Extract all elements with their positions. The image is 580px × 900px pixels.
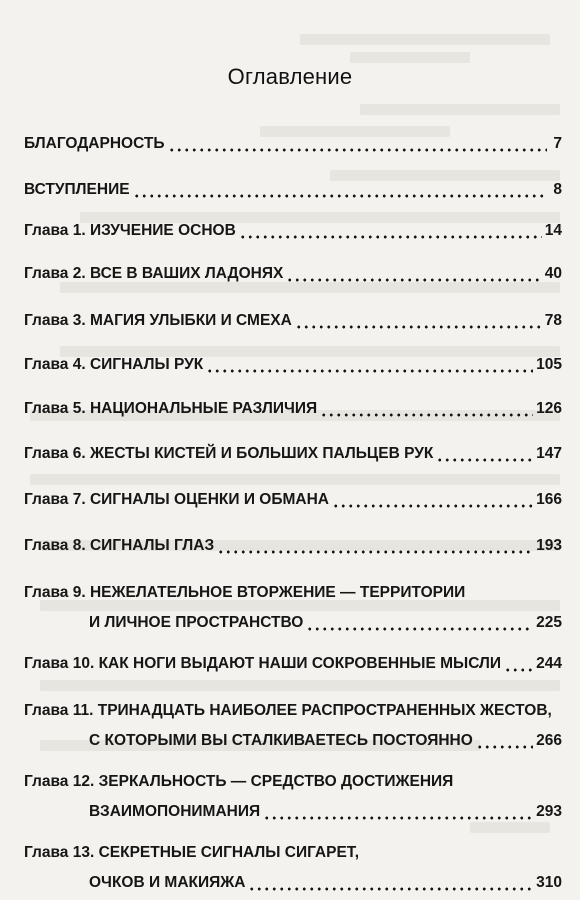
toc-page-number: 126 [536, 400, 562, 417]
dot-leader [504, 668, 533, 672]
dot-leader [168, 148, 548, 152]
toc-entry-title: Глава 11. ТРИНАДЦАТЬ НАИБОЛЕЕ РАСПРОСТРАНЕННЫХ ЖЕСТОВ, [24, 702, 552, 719]
toc-entry-title-continuation: С КОТОРЫМИ ВЫ СТАЛКИВАЕТЕСЬ ПОСТОЯННО [89, 732, 473, 749]
toc-page-number: 266 [536, 732, 562, 749]
toc-page-number: 293 [536, 803, 562, 820]
toc-entry-title: Глава 2. ВСЕ В ВАШИХ ЛАДОНЯХ [24, 265, 284, 282]
toc-entry-title: Глава 8. СИГНАЛЫ ГЛАЗ [24, 537, 215, 554]
toc-page-number: 8 [553, 181, 562, 198]
dot-leader [206, 369, 533, 373]
toc-entry-title: Глава 5. НАЦИОНАЛЬНЫЕ РАЗЛИЧИЯ [24, 400, 318, 417]
toc-entry [24, 773, 562, 825]
toc-page-number: 166 [536, 491, 562, 508]
page-title: Оглавление [227, 64, 353, 89]
toc-entry [24, 844, 562, 896]
toc-entry [24, 702, 562, 754]
toc-page-number: 105 [536, 356, 562, 373]
dot-leader [476, 745, 533, 749]
toc-entry [24, 584, 562, 636]
toc-entry-title: Глава 10. КАК НОГИ ВЫДАЮТ НАШИ СОКРОВЕННЫЕ МЫСЛИ [24, 655, 502, 672]
toc-page-number: 225 [536, 614, 562, 631]
dot-leader [217, 550, 533, 554]
dot-leader [306, 627, 533, 631]
toc-entry [24, 265, 562, 287]
toc-entry-title: Глава 3. МАГИЯ УЛЫБКИ И СМЕХА [24, 312, 292, 329]
toc-entry-title-continuation: ВЗАИМОПОНИМАНИЯ [89, 803, 261, 820]
dot-leader [239, 235, 542, 239]
toc-entry-title: Глава 1. ИЗУЧЕНИЕ ОСНОВ [24, 222, 236, 239]
toc-entry-title: Глава 13. СЕКРЕТНЫЕ СИГНАЛЫ СИГАРЕТ, [24, 844, 360, 861]
dot-leader [320, 413, 533, 417]
toc-entry [24, 655, 562, 677]
dot-leader [436, 458, 533, 462]
dot-leader [295, 325, 542, 329]
dot-leader [133, 194, 547, 198]
toc-page-number: 14 [544, 222, 562, 239]
toc-entry [24, 445, 562, 467]
toc-page-number: 147 [536, 445, 562, 462]
toc-entry [24, 222, 562, 244]
toc-entry [24, 537, 562, 559]
toc-entry [24, 181, 562, 203]
toc-entry-title-continuation: ОЧКОВ И МАКИЯЖА [89, 874, 246, 891]
dot-leader [286, 278, 541, 282]
toc-page-number: 40 [544, 265, 562, 282]
dot-leader [263, 816, 533, 820]
toc-page-number: 7 [553, 135, 562, 152]
toc-entry [24, 135, 562, 157]
toc-entry-title: Глава 4. СИГНАЛЫ РУК [24, 356, 204, 373]
toc-page-number: 310 [536, 874, 562, 891]
toc-entry [24, 491, 562, 513]
toc-entry [24, 400, 562, 422]
toc-entry [24, 312, 562, 334]
toc-page-number: 78 [544, 312, 562, 329]
dot-leader [248, 887, 533, 891]
toc-entry-title-continuation: И ЛИЧНОЕ ПРОСТРАНСТВО [89, 614, 304, 631]
toc-page-number: 193 [536, 537, 562, 554]
toc-entry-title: Глава 12. ЗЕРКАЛЬНОСТЬ — СРЕДСТВО ДОСТИЖЕНИЯ [24, 773, 454, 790]
toc-entry-title: ВСТУПЛЕНИЕ [24, 181, 130, 198]
toc-entry-title: БЛАГОДАРНОСТЬ [24, 135, 165, 152]
toc-entry [24, 356, 562, 378]
toc-page-number: 244 [536, 655, 562, 672]
dot-leader [332, 504, 533, 508]
toc-entry-title: Глава 7. СИГНАЛЫ ОЦЕНКИ И ОБМАНА [24, 491, 329, 508]
toc-entry-title: Глава 6. ЖЕСТЫ КИСТЕЙ И БОЛЬШИХ ПАЛЬЦЕВ РУК [24, 445, 434, 462]
toc-entry-title: Глава 9. НЕЖЕЛАТЕЛЬНОЕ ВТОРЖЕНИЕ — ТЕРРИТОРИИ [24, 584, 466, 601]
